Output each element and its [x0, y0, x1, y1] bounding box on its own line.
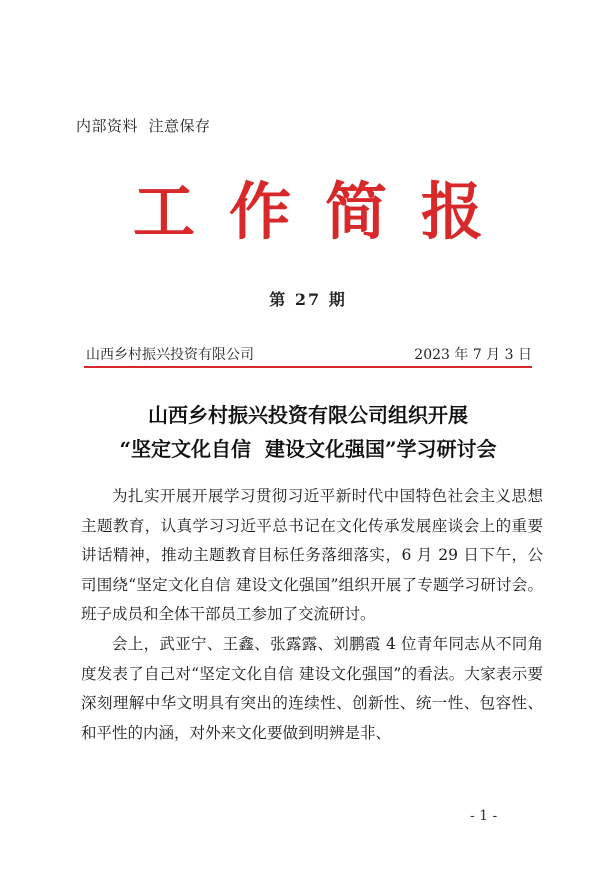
- masthead-title: 工作简报: [132, 175, 517, 248]
- page-number: - 1 -: [470, 808, 498, 824]
- issuer-row: [86, 344, 532, 364]
- article-body: [81, 482, 543, 748]
- article-title: [0, 398, 616, 466]
- issuer-name: 山西乡村振兴投资有限公司: [86, 347, 254, 363]
- body-paragraph: 为扎实开展开展学习贯彻习近平新时代中国特色社会主义思想主题教育，认真学习习近平总书记在文化传承发展座谈会上的重要讲话精神，推动主题教育目标任务落细落实，6 月 29 日下午，公司围绕“坚定文化自信 建设文化强国”组织开展了专题学习研讨会。班子成员和全体干部员工参加了交流研讨。: [81, 487, 543, 624]
- classification-label: 内部资料 注意保存: [76, 117, 211, 135]
- issue-date: 2023 年 7 月 3 日: [414, 347, 532, 363]
- title-line-1: 山西乡村振兴投资有限公司组织开展: [148, 403, 468, 427]
- body-paragraph: 会上，武亚宁、王鑫、张露露、刘鹏霞 4 位青年同志从不同角度发表了自己对“坚定文化自信 建设文化强国”的看法。大家表示要深刻理解中华文明具有突出的连续性、创新性、统一性、包容性、和平性的内涵，对外来文化要做到明辨是非、: [81, 634, 543, 742]
- title-line-2: “坚定文化自信 建设文化强国”学习研讨会: [119, 437, 497, 461]
- issue-number: 第 27 期: [269, 290, 347, 309]
- red-divider: [84, 366, 532, 368]
